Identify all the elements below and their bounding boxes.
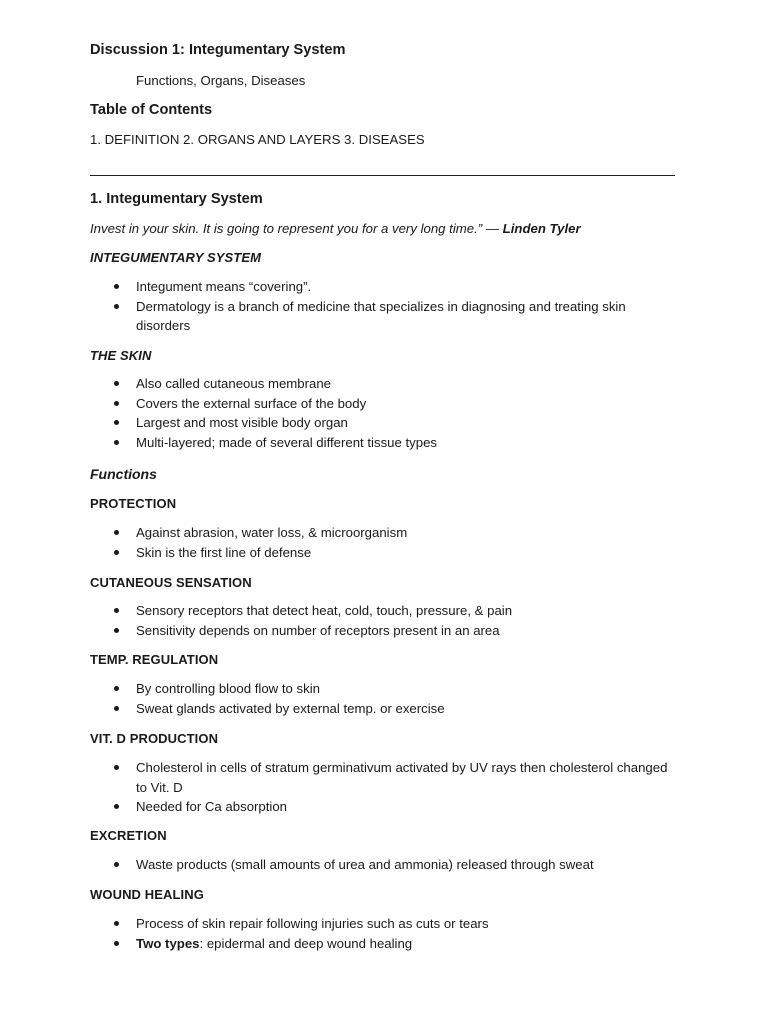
toc-heading: Table of Contents bbox=[90, 102, 213, 118]
list-item: Cholesterol in cells of stratum germinativum activated by UV rays then cholesterol changed to Vit. D bbox=[90, 758, 680, 797]
list-item: Covers the external surface of the body bbox=[90, 394, 680, 414]
wound-heading: WOUND HEALING bbox=[90, 887, 204, 902]
skin-heading: THE SKIN bbox=[90, 348, 152, 363]
list-item: Needed for Ca absorption bbox=[90, 797, 680, 817]
quote-author: Linden Tyler bbox=[502, 221, 581, 236]
document-subtitle: Functions, Organs, Diseases bbox=[136, 73, 306, 88]
list-item: Largest and most visible body organ bbox=[90, 413, 680, 433]
list-item: Skin is the first line of defense bbox=[90, 543, 680, 563]
excretion-heading: EXCRETION bbox=[90, 828, 167, 843]
list-item: Integument means “covering”. bbox=[90, 277, 680, 297]
list-item: Dermatology is a branch of medicine that specializes in diagnosing and treating skin disorders bbox=[90, 297, 680, 336]
list-item: Waste products (small amounts of urea and ammonia) released through sweat bbox=[90, 855, 680, 875]
vitd-heading: VIT. D PRODUCTION bbox=[90, 731, 219, 746]
protection-heading: PROTECTION bbox=[90, 496, 177, 511]
temp-list bbox=[90, 679, 680, 718]
quote bbox=[90, 221, 581, 237]
section-heading: 1. Integumentary System bbox=[90, 191, 263, 207]
excretion-list bbox=[90, 855, 680, 875]
list-item: Two types: epidermal and deep wound healing bbox=[90, 934, 680, 954]
vitd-list bbox=[90, 758, 680, 817]
integumentary-list bbox=[90, 277, 680, 336]
list-item: Multi-layered; made of several different tissue types bbox=[90, 433, 680, 453]
protection-list bbox=[90, 523, 680, 562]
document-title: Discussion 1: Integumentary System bbox=[90, 42, 346, 58]
quote-text: Invest in your skin. It is going to represent you for a very long time.” — bbox=[90, 221, 503, 236]
list-item: Sensory receptors that detect heat, cold, touch, pressure, & pain bbox=[90, 601, 680, 621]
list-item: Also called cutaneous membrane bbox=[90, 374, 680, 394]
list-item: Process of skin repair following injuries such as cuts or tears bbox=[90, 914, 680, 934]
integumentary-heading: INTEGUMENTARY SYSTEM bbox=[90, 250, 262, 265]
horizontal-rule bbox=[90, 175, 675, 176]
toc-line: 1. DEFINITION 2. ORGANS AND LAYERS 3. DISEASES bbox=[90, 132, 425, 147]
sensation-heading: CUTANEOUS SENSATION bbox=[90, 575, 252, 590]
list-item: By controlling blood flow to skin bbox=[90, 679, 680, 699]
list-item: Against abrasion, water loss, & microorganism bbox=[90, 523, 680, 543]
wound-list bbox=[90, 914, 680, 953]
list-item: Sweat glands activated by external temp. or exercise bbox=[90, 699, 680, 719]
list-item: Sensitivity depends on number of receptors present in an area bbox=[90, 621, 680, 641]
sensation-list bbox=[90, 601, 680, 640]
temp-heading: TEMP. REGULATION bbox=[90, 652, 219, 667]
skin-list bbox=[90, 374, 680, 452]
functions-heading: Functions bbox=[90, 466, 157, 482]
